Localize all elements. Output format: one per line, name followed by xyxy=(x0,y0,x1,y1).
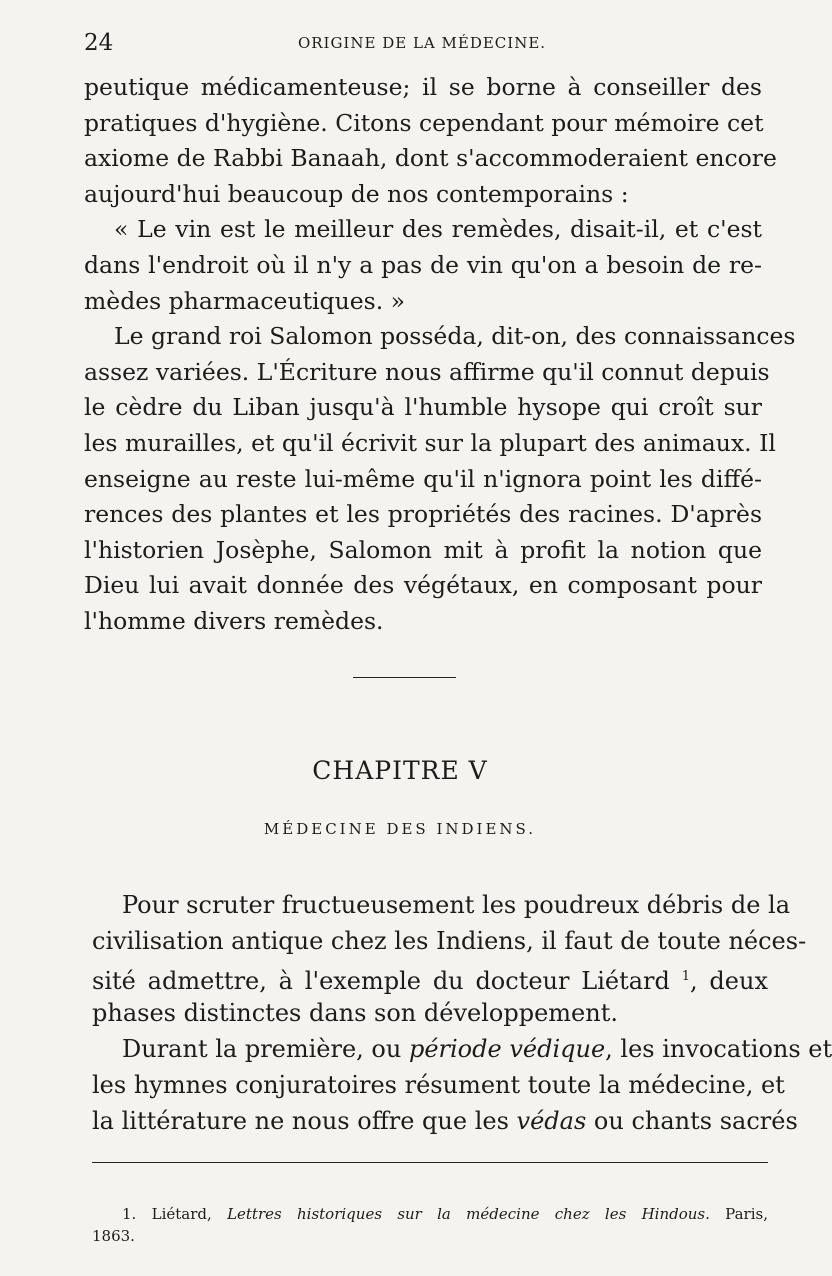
text-line: l'homme divers remèdes. xyxy=(84,606,384,635)
text-segment: Durant la première, ou xyxy=(122,1035,409,1063)
text-line: pratiques d'hygiène. Citons cependant pour mémoire cet xyxy=(84,108,764,137)
footnote-year: 1863. xyxy=(92,1227,135,1245)
quote-line: mèdes pharmaceutiques. » xyxy=(84,286,406,315)
text-line: les murailles, et qu'il écrivit sur la plupart des animaux. Il xyxy=(84,428,776,457)
text-line: axiome de Rabbi Banaah, dont s'accommoderaient encore xyxy=(84,144,777,173)
footnote-place: Paris, xyxy=(709,1205,768,1223)
text-line: civilisation antique chez les Indiens, il faut de toute néces- xyxy=(92,927,807,955)
text-line xyxy=(92,1031,832,1067)
paragraph-continuation xyxy=(84,70,796,640)
page-number: 24 xyxy=(84,30,114,56)
text-line: l'historien Josèphe, Salomon mit à profit la notion que xyxy=(84,535,762,564)
text-line: rences des plantes et les propriétés des racines. D'après xyxy=(84,500,762,529)
text-segment: ou chants sacrés xyxy=(586,1107,798,1135)
text-segment: la littérature ne nous offre que les xyxy=(92,1107,517,1135)
text-line: Dieu lui avait donnée des végétaux, en composant pour xyxy=(84,571,762,600)
chapter-title: CHAPITRE V xyxy=(312,756,488,785)
text-line: enseigne au reste lui-même qu'il n'ignora point les diffé- xyxy=(84,464,762,493)
italic-term: période védique xyxy=(408,1035,606,1063)
chapter-text xyxy=(92,887,832,1139)
footnote-line xyxy=(92,1203,768,1225)
section-divider xyxy=(353,677,456,678)
footnote-marker: 1. Liétard, xyxy=(122,1205,228,1223)
text-line: Le grand roi Salomon posséda, dit-on, des connaissances xyxy=(114,322,796,351)
text-line xyxy=(92,1103,798,1139)
text-segment: , deux xyxy=(689,967,768,995)
text-line: aujourd'hui beaucoup de nos contemporains : xyxy=(84,179,629,208)
footnote-divider xyxy=(92,1162,768,1163)
text-line: le cèdre du Liban jusqu'à l'humble hysope qui croît sur xyxy=(84,393,762,422)
footnote-reference: 1 xyxy=(681,969,690,984)
text-line: les hymnes conjuratoires résument toute la médecine, et xyxy=(92,1071,785,1099)
text-line: Pour scruter fructueusement les poudreux débris de la xyxy=(122,891,791,919)
running-title: ORIGINE DE LA MÉDECINE. xyxy=(297,34,547,52)
text-line: assez variées. L'Écriture nous affirme qu'il connut depuis xyxy=(84,357,770,386)
page-header xyxy=(84,30,760,60)
text-line xyxy=(92,959,768,995)
italic-term: védas xyxy=(516,1107,587,1135)
text-segment: , les invocations et xyxy=(605,1035,832,1063)
quote-line: dans l'endroit où il n'y a pas de vin qu'on a besoin de re- xyxy=(84,250,762,279)
footnote xyxy=(92,1203,768,1247)
text-line: phases distinctes dans son développement. xyxy=(92,999,618,1027)
footnote-title: Lettres historiques sur la médecine chez les Hindous. xyxy=(227,1205,710,1223)
quote-line: « Le vin est le meilleur des remèdes, disait-il, et c'est xyxy=(114,215,762,244)
text-segment: sité admettre, à l'exemple du docteur Liétard xyxy=(92,967,670,995)
chapter-subtitle: MÉDECINE DES INDIENS. xyxy=(263,820,537,838)
text-line: peutique médicamenteuse; il se borne à conseiller des xyxy=(84,73,762,101)
